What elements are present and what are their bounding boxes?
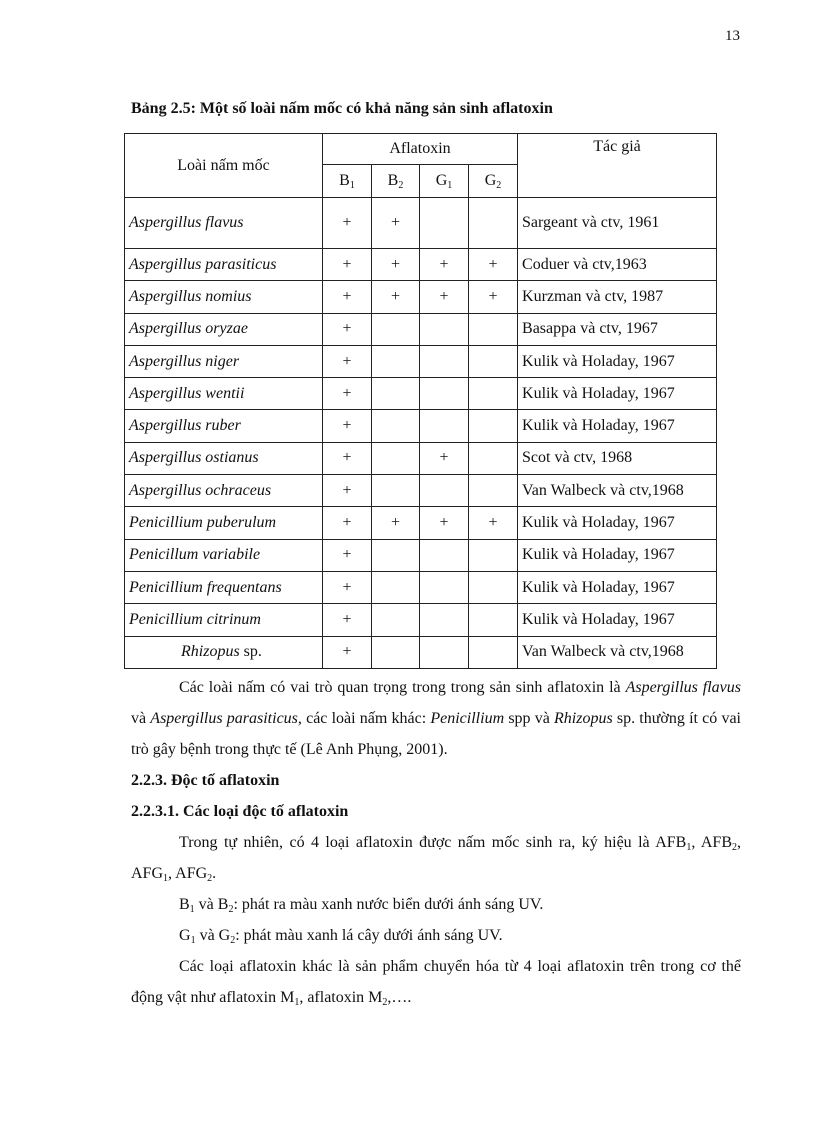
text-run: ,….	[387, 989, 412, 1006]
species-cell: Aspergillus ostianus	[125, 442, 323, 474]
b2-cell: +	[372, 198, 420, 249]
b1-cell: +	[323, 507, 372, 539]
b1-cell: +	[323, 249, 372, 281]
section-heading: 2.2.3. Độc tố aflatoxin	[131, 772, 280, 789]
g1-cell	[420, 539, 469, 571]
b1-cell: +	[323, 475, 372, 507]
table-row	[125, 249, 717, 281]
subscript: 2	[228, 904, 234, 915]
author-cell: Coduer và ctv,1963	[518, 249, 717, 281]
species-cell: Aspergillus flavus	[125, 198, 323, 249]
g2-cell	[469, 378, 518, 410]
species-cell: Penicillium puberulum	[125, 507, 323, 539]
table-row	[125, 281, 717, 313]
species-cell: Aspergillus niger	[125, 345, 323, 377]
author-cell: Kurzman và ctv, 1987	[518, 281, 717, 313]
table-row	[125, 539, 717, 571]
subsection-heading: 2.2.3.1. Các loại độc tố aflatoxin	[131, 803, 349, 820]
paragraph-importance	[131, 672, 741, 765]
text-run: : phát màu xanh lá cây dưới ánh sáng UV.	[235, 927, 503, 944]
species-suffix: sp.	[239, 643, 262, 661]
text-run: và G	[195, 927, 231, 944]
table-row	[125, 198, 717, 249]
b2-cell	[372, 604, 420, 636]
subscript: 1	[163, 873, 169, 884]
g1-cell	[420, 198, 469, 249]
species-genus: Rhizopus	[181, 643, 240, 661]
text-run: , aflatoxin M	[299, 989, 383, 1006]
header-species: Loài nấm mốc	[125, 134, 323, 198]
b1-cell: +	[323, 539, 372, 571]
header-g2	[469, 165, 518, 198]
aflatoxin-species-table	[124, 133, 717, 669]
b1-cell: +	[323, 313, 372, 345]
g1-cell	[420, 313, 469, 345]
g2-cell	[469, 475, 518, 507]
subscript: 2	[230, 935, 236, 946]
table-row	[125, 378, 717, 410]
b2-cell: +	[372, 281, 420, 313]
g2-cell	[469, 571, 518, 603]
species-cell: Aspergillus ruber	[125, 410, 323, 442]
header-letter: B	[387, 172, 399, 189]
table-body	[125, 134, 717, 669]
author-cell: Kulik và Holaday, 1967	[518, 604, 717, 636]
author-cell: Kulik và Holaday, 1967	[518, 410, 717, 442]
subscript: 2	[382, 997, 388, 1008]
g1-cell: +	[420, 249, 469, 281]
g1-cell	[420, 345, 469, 377]
author-cell: Kulik và Holaday, 1967	[518, 345, 717, 377]
b1-cell: +	[323, 604, 372, 636]
subscript: 1	[189, 904, 195, 915]
header-aflatoxin: Aflatoxin	[323, 134, 518, 165]
header-g1	[420, 165, 469, 198]
text-run: sp. thường ít có vai trò gây bệnh trong thực tế (Lê Anh Phụng, 2001).	[131, 710, 742, 758]
g2-cell	[469, 604, 518, 636]
header-index: 2	[496, 180, 502, 191]
header-index: 1	[447, 180, 453, 191]
header-letter: G	[435, 172, 448, 189]
genus-name: Rhizopus	[554, 710, 613, 727]
header-b1	[323, 165, 372, 198]
subscript: 1	[686, 842, 692, 853]
table-row	[125, 507, 717, 539]
text-run: : phát ra màu xanh nước biển dưới ánh sáng UV.	[233, 896, 544, 913]
table-row	[125, 571, 717, 603]
author-cell: Van Walbeck và ctv,1968	[518, 636, 717, 668]
author-cell: Kulik và Holaday, 1967	[518, 571, 717, 603]
table-row	[125, 410, 717, 442]
g2-cell	[469, 345, 518, 377]
b2-cell: +	[372, 507, 420, 539]
table-row	[125, 442, 717, 474]
g2-cell	[469, 313, 518, 345]
genus-name: Penicillium	[430, 710, 505, 727]
text-run: , AFB	[691, 834, 732, 851]
text-run: , AFG	[131, 834, 741, 882]
line-b-types	[131, 889, 741, 920]
species-cell: Penicillium frequentans	[125, 571, 323, 603]
g1-cell	[420, 475, 469, 507]
g1-cell	[420, 604, 469, 636]
b2-cell	[372, 571, 420, 603]
subscript: 1	[190, 935, 196, 946]
g1-cell	[420, 636, 469, 668]
g1-cell: +	[420, 507, 469, 539]
table-row	[125, 345, 717, 377]
g2-cell	[469, 410, 518, 442]
g1-cell	[420, 378, 469, 410]
species-cell: Aspergillus nomius	[125, 281, 323, 313]
header-index: 2	[398, 180, 404, 191]
species-name: Aspergillus parasiticus	[150, 710, 298, 727]
g2-cell	[469, 539, 518, 571]
author-cell: Sargeant và ctv, 1961	[518, 198, 717, 249]
b2-cell: +	[372, 249, 420, 281]
b2-cell	[372, 539, 420, 571]
g1-cell	[420, 410, 469, 442]
author-cell: Van Walbeck và ctv,1968	[518, 475, 717, 507]
b2-cell	[372, 345, 420, 377]
b1-cell: +	[323, 571, 372, 603]
text-run: B	[179, 896, 190, 913]
author-cell: Kulik và Holaday, 1967	[518, 378, 717, 410]
author-cell: Basappa và ctv, 1967	[518, 313, 717, 345]
g2-cell: +	[469, 507, 518, 539]
g1-cell: +	[420, 442, 469, 474]
body-text	[131, 672, 741, 1013]
text-run: và	[131, 710, 151, 727]
header-index: 1	[349, 180, 355, 191]
text-run: và B	[194, 896, 229, 913]
table-row	[125, 313, 717, 345]
species-cell: Penicillium citrinum	[125, 604, 323, 636]
g2-cell	[469, 198, 518, 249]
author-cell: Kulik và Holaday, 1967	[518, 539, 717, 571]
species-cell: Penicillum variabile	[125, 539, 323, 571]
table-row	[125, 475, 717, 507]
species-cell	[125, 636, 323, 668]
species-cell: Aspergillus oryzae	[125, 313, 323, 345]
header-letter: G	[484, 172, 497, 189]
b1-cell: +	[323, 442, 372, 474]
text-run: .	[212, 865, 217, 882]
b1-cell: +	[323, 378, 372, 410]
header-author: Tác giả	[518, 134, 717, 198]
b2-cell	[372, 475, 420, 507]
page-number: 13	[725, 28, 740, 44]
b1-cell: +	[323, 281, 372, 313]
text-run: G	[179, 927, 191, 944]
subscript: 1	[294, 997, 300, 1008]
table-row	[125, 604, 717, 636]
b2-cell	[372, 313, 420, 345]
text-run: Trong tự nhiên, có 4 loại aflatoxin được nấm mốc sinh ra, ký hiệu là AFB	[179, 834, 687, 851]
text-run: Các loại aflatoxin khác là sản phẩm chuyển hóa từ 4 loại aflatoxin trên trong cơ thể động vật như aflatoxin M	[131, 958, 741, 1006]
table-row-rhizopus	[125, 636, 717, 668]
text-run: Các loài nấm có vai trò quan trọng trong trong sản sinh aflatoxin là	[179, 679, 626, 696]
g1-cell: +	[420, 281, 469, 313]
header-letter: B	[339, 172, 350, 189]
g1-cell	[420, 571, 469, 603]
g2-cell	[469, 442, 518, 474]
text-run: , các loài nấm khác:	[297, 710, 431, 727]
paragraph-types	[131, 827, 741, 889]
b1-cell: +	[323, 198, 372, 249]
paragraph-metabolites	[131, 951, 741, 1013]
subscript: 2	[732, 842, 737, 853]
b1-cell: +	[323, 636, 372, 668]
text-run: spp và	[504, 710, 555, 727]
b2-cell	[372, 442, 420, 474]
line-g-types	[131, 920, 741, 951]
b2-cell	[372, 410, 420, 442]
g2-cell: +	[469, 249, 518, 281]
table-caption: Bảng 2.5: Một số loài nấm mốc có khả năng sản sinh aflatoxin	[131, 100, 553, 117]
b2-cell	[372, 378, 420, 410]
species-cell: Aspergillus ochraceus	[125, 475, 323, 507]
table-header-row	[125, 134, 717, 165]
g2-cell	[469, 636, 518, 668]
species-cell: Aspergillus wentii	[125, 378, 323, 410]
author-cell: Kulik và Holaday, 1967	[518, 507, 717, 539]
b1-cell: +	[323, 345, 372, 377]
header-b2	[372, 165, 420, 198]
b2-cell	[372, 636, 420, 668]
b1-cell: +	[323, 410, 372, 442]
author-cell: Scot và ctv, 1968	[518, 442, 717, 474]
subscript: 2	[207, 873, 213, 884]
species-cell: Aspergillus parasiticus	[125, 249, 323, 281]
species-name: Aspergillus flavus	[625, 679, 742, 696]
g2-cell: +	[469, 281, 518, 313]
text-run: , AFG	[168, 865, 208, 882]
